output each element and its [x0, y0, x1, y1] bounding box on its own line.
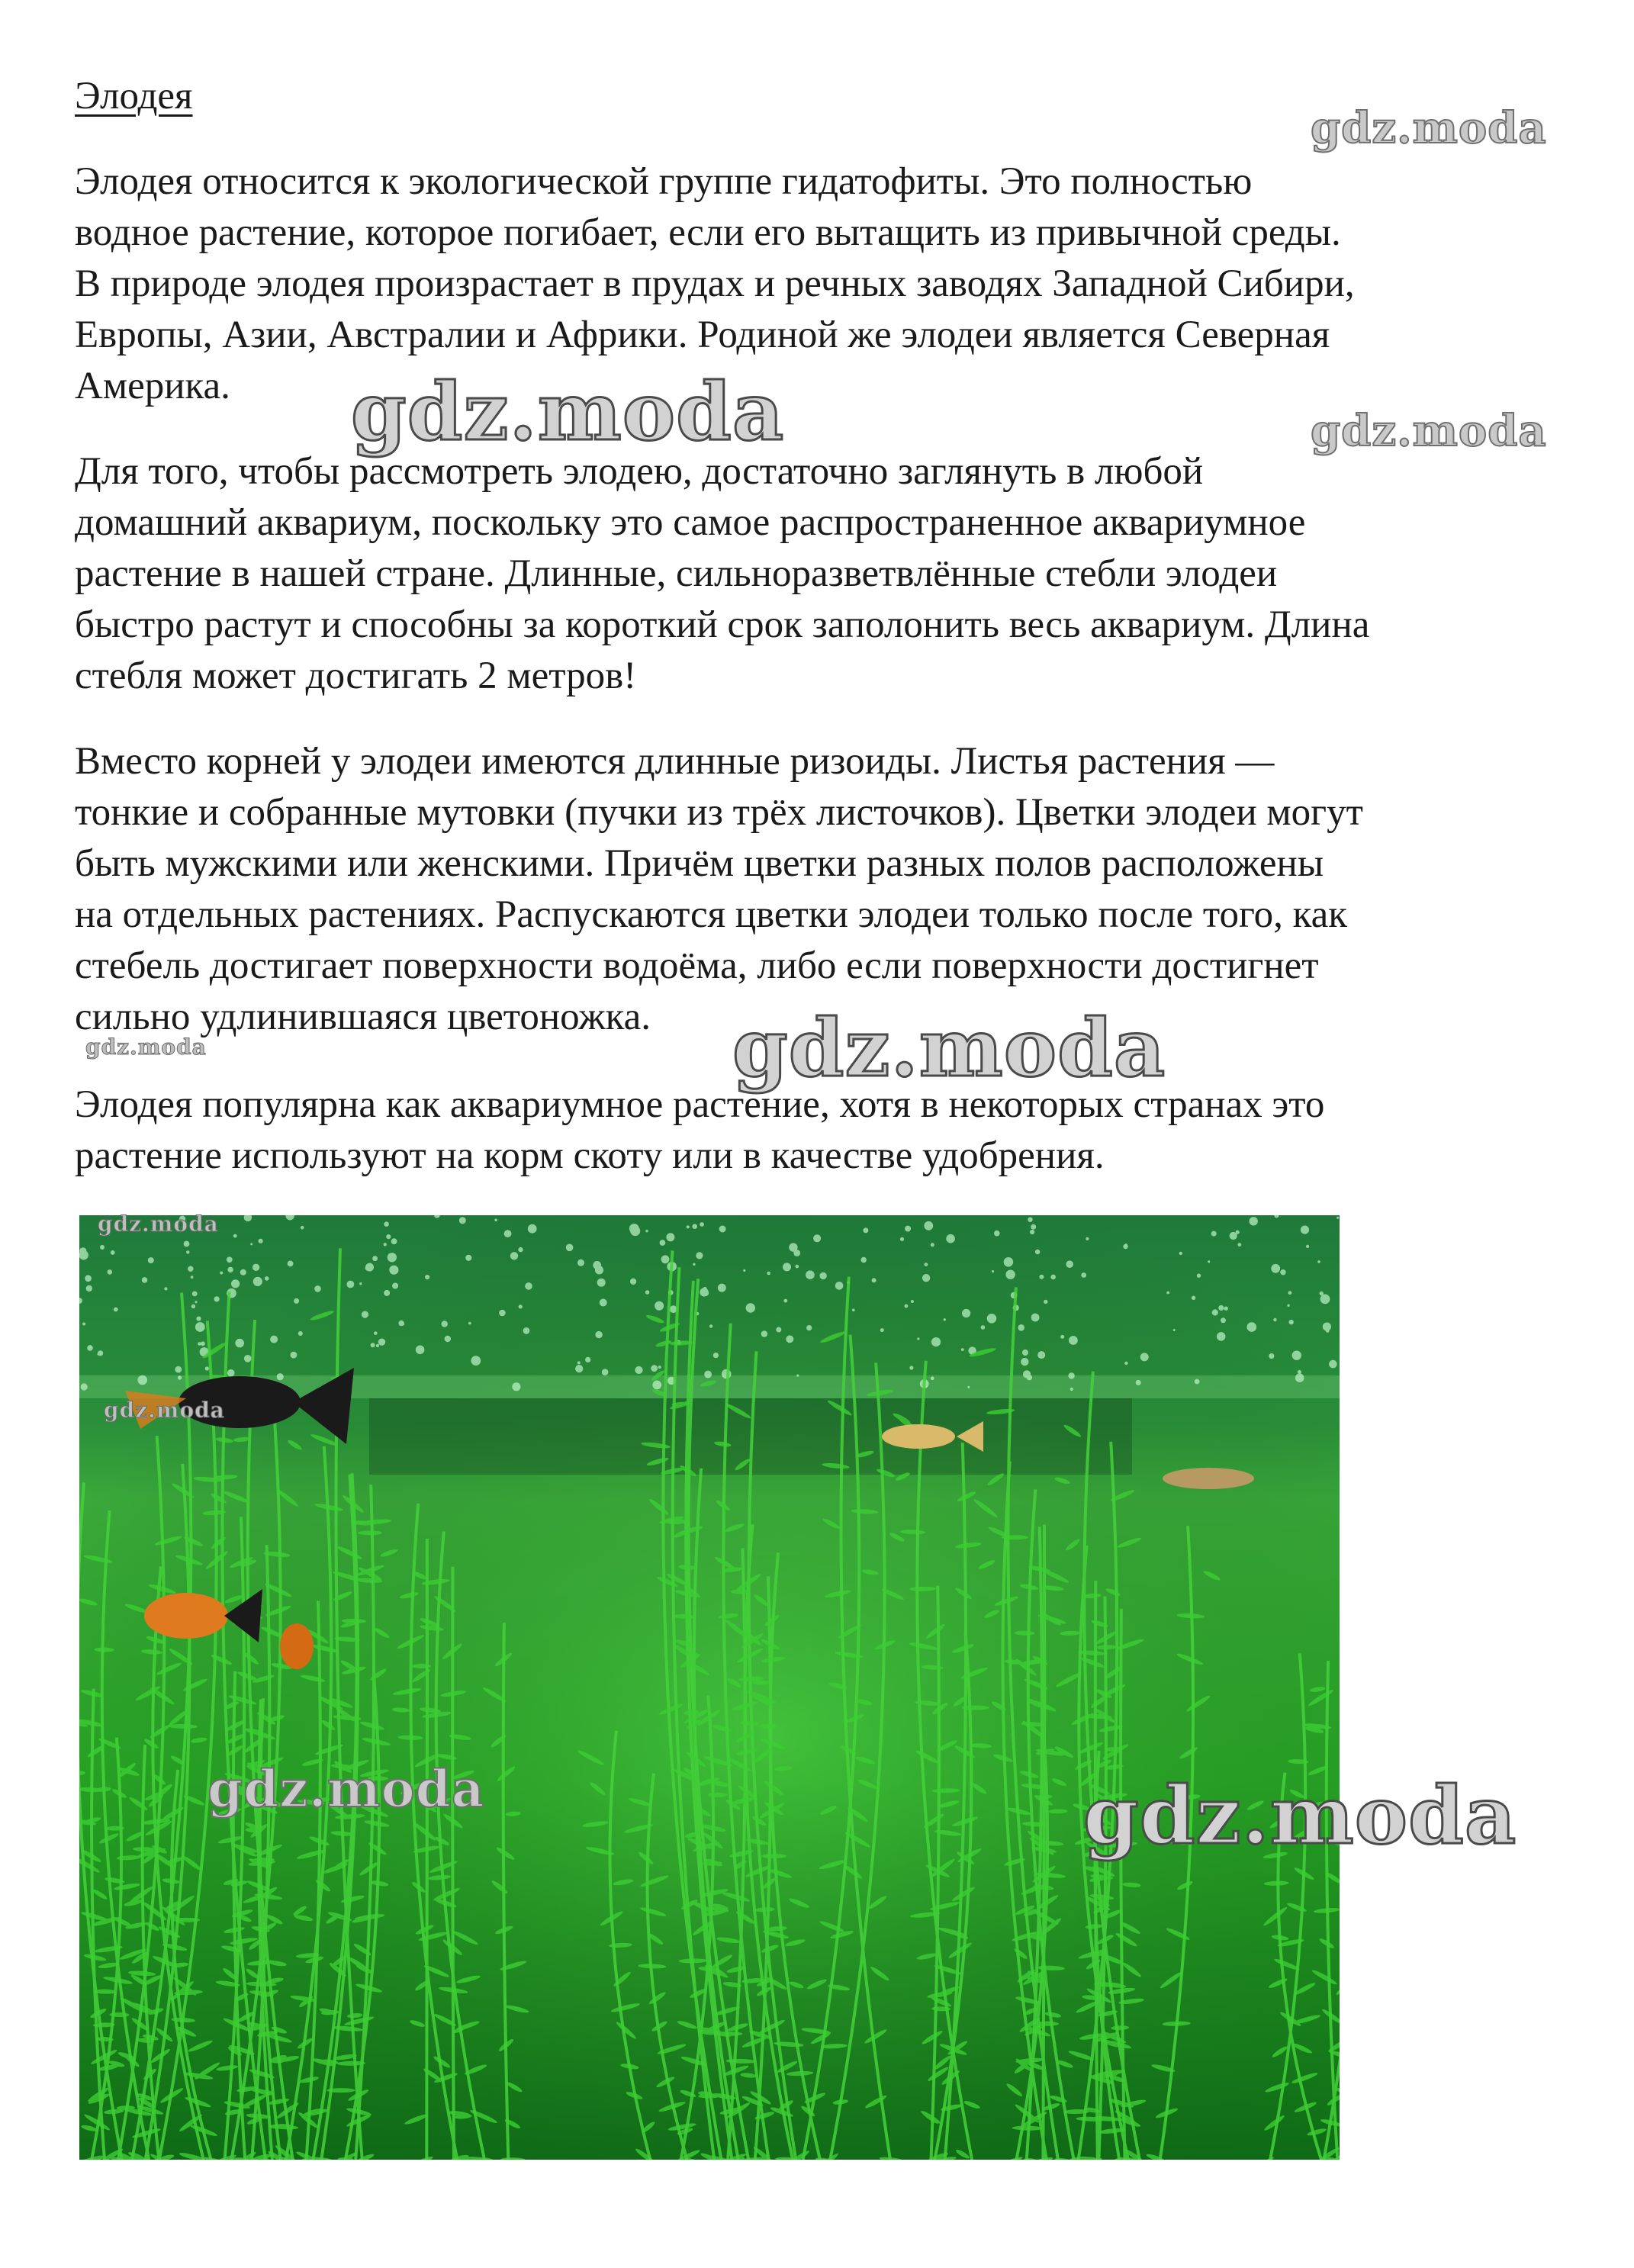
bubble: [992, 1270, 994, 1272]
bubble: [265, 1276, 269, 1281]
bubble: [314, 1285, 321, 1292]
bubble: [743, 1269, 745, 1272]
elodea-leaf: [412, 1664, 431, 1668]
bubble: [371, 1343, 375, 1347]
bubble: [863, 1227, 868, 1233]
bubble: [602, 1369, 609, 1375]
bubble: [1018, 1324, 1024, 1331]
paragraph-morphology: Вместо корней у элодеи имеются длинные ризоиды. Листья растения — тонкие и собранные мутовки (пучки из трёх листочков). Цветки элодеи могут быть мужскими или женскими. Причём цветки разных полов расположены на отдельных растениях. Распускаются цветки элодеи только после того, как стебель достигает поверхности водоёма, либо если поверхности достигнет сильно удлинившаяся цветоножка.: [75, 740, 1363, 1038]
bubble: [872, 1278, 877, 1282]
bubble: [629, 1224, 639, 1234]
bubble: [905, 1305, 909, 1308]
bubble: [566, 1244, 574, 1252]
bubble: [703, 1290, 709, 1296]
bubble: [468, 1322, 471, 1325]
bubble: [577, 1361, 581, 1364]
bubble: [392, 1283, 398, 1289]
bubble: [1050, 1275, 1056, 1280]
bubble: [372, 1256, 378, 1261]
bubble: [595, 1266, 603, 1274]
bubble: [111, 1250, 115, 1255]
bubble: [987, 1314, 997, 1324]
bubble: [931, 1243, 934, 1247]
bubble: [1030, 1230, 1034, 1234]
bubble: [1317, 1260, 1320, 1263]
bubble: [442, 1321, 448, 1327]
bubble: [347, 1281, 355, 1288]
bubble: [819, 1272, 826, 1279]
bubble: [401, 1322, 404, 1325]
bubble: [1031, 1314, 1040, 1322]
bubble: [391, 1238, 397, 1244]
bubble: [718, 1284, 726, 1292]
bubble: [1238, 1243, 1242, 1247]
bubble: [981, 1325, 986, 1330]
bubble: [108, 1269, 113, 1275]
bubble: [445, 1336, 451, 1342]
bubble: [235, 1339, 244, 1348]
bubble: [900, 1237, 904, 1241]
bubble: [655, 1301, 664, 1311]
bubble: [1221, 1317, 1226, 1323]
bubble: [585, 1357, 590, 1362]
bubble: [1306, 1245, 1309, 1248]
bubble: [388, 1253, 397, 1262]
bubble: [1124, 1362, 1127, 1365]
watermark-photo-mid: gdz.moda: [207, 1759, 485, 1819]
bubble: [137, 1375, 147, 1385]
bubble: [1069, 1336, 1078, 1345]
bubble: [687, 1225, 690, 1228]
bubble: [186, 1250, 189, 1253]
bubble: [365, 1266, 371, 1271]
bubble: [905, 1226, 911, 1232]
bubble: [1208, 1260, 1210, 1263]
bubble: [196, 1317, 201, 1321]
bubble: [184, 1241, 190, 1247]
bubble: [1320, 1295, 1330, 1305]
bubble: [201, 1341, 205, 1346]
bubble: [175, 1366, 182, 1373]
bubble: [1280, 1269, 1285, 1275]
bubble: [378, 1339, 385, 1346]
bubble: [512, 1382, 520, 1391]
paragraph-aquarium: Для того, чтобы рассмотреть элодею, достаточно заглянуть в любой домашний аквариум, поскольку это самое распространенное аквариумное растение в нашей стране. Длинные, сильноразветвлённые стебли элодеи быстро растут и способны за короткий срок заполонить весь аквариум. Длина стебля может достигать 2 метров!: [75, 450, 1370, 697]
bubble: [227, 1267, 233, 1272]
bubble: [298, 1331, 303, 1336]
elodea-leaf: [1002, 1535, 1028, 1539]
bubble: [164, 1287, 167, 1290]
bubble: [252, 1264, 259, 1271]
bubble: [1060, 1335, 1064, 1339]
bubble: [700, 1222, 704, 1227]
bubble: [471, 1356, 481, 1366]
bubble: [783, 1299, 787, 1303]
bubble: [746, 1303, 755, 1312]
bubble: [1195, 1379, 1200, 1385]
elodea-leaf: [962, 1706, 990, 1710]
bubble: [796, 1265, 799, 1269]
bubble: [925, 1263, 928, 1266]
bubble: [709, 1324, 712, 1327]
bubble: [294, 1298, 299, 1304]
bubble: [233, 1234, 237, 1238]
bubble: [1173, 1329, 1176, 1331]
bubble: [962, 1309, 970, 1317]
bubble: [191, 1276, 194, 1279]
bubble: [1081, 1272, 1086, 1278]
bubble: [1197, 1274, 1201, 1278]
bubble: [291, 1352, 298, 1359]
bubble: [374, 1331, 378, 1335]
bubble: [359, 1282, 362, 1285]
bubble: [1217, 1332, 1226, 1341]
bubble: [806, 1270, 815, 1279]
bubble: [227, 1256, 233, 1263]
bubble: [1140, 1353, 1149, 1361]
watermark-photo-large: gdz.moda: [1083, 1768, 1517, 1862]
bubble: [510, 1252, 518, 1259]
bubble: [946, 1234, 955, 1243]
bubble: [1247, 1322, 1257, 1332]
bubble: [1287, 1305, 1289, 1307]
bubble: [696, 1252, 703, 1259]
watermark-large-2: gdz.moda: [732, 1001, 1166, 1095]
bubble: [806, 1325, 812, 1330]
bubble: [270, 1336, 278, 1343]
bubble: [1021, 1358, 1028, 1366]
bubble: [1066, 1260, 1073, 1268]
bubble: [231, 1279, 240, 1288]
bubble: [1022, 1350, 1028, 1356]
bubble: [944, 1318, 946, 1321]
bubble: [994, 1231, 1000, 1237]
bubble: [178, 1375, 182, 1379]
bubble: [909, 1366, 913, 1369]
watermark-right-2: gdz.moda: [1311, 406, 1547, 456]
bubble: [1271, 1264, 1280, 1273]
bubble: [1298, 1370, 1301, 1374]
bubble: [227, 1369, 235, 1377]
bubble: [1044, 1300, 1047, 1304]
bubble: [525, 1282, 532, 1290]
bubble: [719, 1226, 726, 1233]
bubble: [1336, 1217, 1339, 1219]
bubble: [259, 1239, 263, 1243]
bubble: [660, 1240, 666, 1246]
bubble: [1273, 1318, 1276, 1321]
bubble: [79, 1250, 88, 1259]
watermark-top-right: gdz.moda: [1311, 103, 1547, 153]
bubble: [1179, 1252, 1182, 1255]
bubble: [651, 1365, 658, 1372]
bubble: [917, 1337, 919, 1340]
bubble: [693, 1263, 695, 1266]
bubble: [188, 1266, 193, 1272]
bubble: [98, 1353, 100, 1356]
bubble: [911, 1300, 914, 1303]
bubble: [1004, 1257, 1014, 1267]
bubble: [1212, 1309, 1218, 1315]
elodea-leaf: [761, 1854, 786, 1858]
bubble: [924, 1221, 933, 1231]
bubble: [1211, 1231, 1217, 1237]
bubble: [384, 1221, 389, 1227]
bubble: [786, 1335, 793, 1343]
bubble: [87, 1345, 93, 1351]
bubble: [597, 1279, 606, 1287]
bubble: [1166, 1292, 1169, 1295]
elodea-leaf: [326, 2088, 355, 2093]
bubble: [922, 1274, 930, 1282]
bubble: [575, 1365, 583, 1372]
bubble: [504, 1230, 512, 1237]
bubble: [148, 1257, 154, 1263]
bubble: [244, 1355, 252, 1362]
bubble: [1035, 1250, 1040, 1254]
bubble: [1230, 1232, 1237, 1240]
bubble: [220, 1272, 223, 1275]
bubble: [494, 1219, 497, 1222]
watermark-large-1: gdz.moda: [351, 365, 785, 458]
bubble: [577, 1259, 584, 1266]
bubble: [528, 1224, 537, 1234]
bubble: [499, 1310, 506, 1317]
bubble: [386, 1234, 391, 1239]
bubble: [796, 1375, 799, 1377]
bubble: [1031, 1224, 1036, 1230]
bubble: [1250, 1217, 1258, 1225]
bubble: [600, 1299, 607, 1307]
watermark-small-left: gdz.moda: [85, 1034, 207, 1060]
bubble: [704, 1371, 712, 1378]
bubble: [1005, 1270, 1015, 1279]
bubble: [692, 1224, 697, 1229]
bubble: [192, 1292, 198, 1297]
bubble: [1218, 1305, 1224, 1311]
bubble: [1301, 1226, 1309, 1234]
bubble: [1192, 1296, 1195, 1300]
bubble: [931, 1337, 941, 1346]
aquarium-photo: [79, 1215, 1340, 2160]
bubble: [253, 1277, 262, 1286]
bubble: [1039, 1275, 1044, 1279]
bubble: [1123, 1244, 1127, 1249]
bubble: [425, 1275, 429, 1279]
bubble: [85, 1275, 92, 1282]
bubble: [389, 1266, 398, 1275]
bubble: [301, 1226, 304, 1230]
bubble: [1289, 1320, 1294, 1324]
bubble: [376, 1344, 379, 1347]
bubble: [416, 1346, 425, 1355]
bubble: [661, 1255, 670, 1263]
bubble: [240, 1269, 246, 1276]
bubble: [384, 1290, 390, 1296]
bubble: [384, 1243, 387, 1246]
bubble: [767, 1272, 770, 1276]
bubble: [967, 1386, 970, 1388]
bubble: [1068, 1372, 1074, 1378]
bubble: [1295, 1373, 1304, 1382]
bubble: [214, 1296, 220, 1301]
bubble: [861, 1257, 867, 1263]
aquarium-photo-illustration: [79, 1215, 1340, 2160]
paragraph-ecology: Элодея относится к экологической группе гидатофиты. Это полностью водное растение, которое погибает, если его вытащить из привычной среды. В природе элодея произрастает в прудах и речных заводях Западной Сибири, Европы, Азии, Австралии и Африки. Родиной же элодеи является Северная Америка.: [75, 160, 1355, 407]
bubble: [666, 1233, 674, 1241]
bubble: [1086, 1237, 1089, 1240]
bubble: [1023, 1370, 1031, 1378]
bubble: [783, 1263, 791, 1271]
bubble: [1326, 1329, 1330, 1333]
bubble: [1224, 1307, 1228, 1311]
bubble: [114, 1308, 118, 1312]
bubble: [595, 1331, 602, 1338]
bubble: [277, 1373, 284, 1380]
bubble: [523, 1327, 530, 1334]
bubble: [961, 1348, 964, 1351]
bubble: [776, 1327, 781, 1333]
bubble: [142, 1277, 148, 1283]
bubble: [835, 1282, 844, 1290]
bubble: [761, 1330, 767, 1337]
bubble: [1070, 1388, 1073, 1391]
document-title: Элодея: [75, 75, 193, 117]
bubble: [852, 1309, 855, 1312]
bubble: [880, 1328, 884, 1332]
bubble: [635, 1366, 642, 1374]
bubble: [100, 1245, 105, 1250]
bubble: [459, 1217, 466, 1224]
bubble: [465, 1255, 471, 1261]
bubble: [1292, 1351, 1301, 1360]
bubble: [645, 1290, 650, 1295]
paragraph-usage: Элодея популярна как аквариумное растение, хотя в некоторых странах это растение используют на корм скоту или в качестве удобрения.: [75, 1083, 1325, 1177]
bubble: [518, 1247, 523, 1252]
bubble: [789, 1243, 797, 1251]
bubble: [652, 1381, 661, 1390]
bubble: [82, 1323, 85, 1326]
bubble: [519, 1305, 523, 1308]
bubble: [1037, 1351, 1045, 1359]
bubble: [1136, 1380, 1141, 1385]
bubble: [250, 1243, 252, 1245]
bubble: [645, 1230, 648, 1232]
bubble: [658, 1366, 661, 1369]
bubble: [86, 1285, 92, 1292]
bubble: [81, 1383, 88, 1390]
bubble: [931, 1376, 934, 1380]
bubble: [195, 1301, 197, 1303]
bubble: [713, 1353, 719, 1358]
bubble: [630, 1279, 636, 1285]
bubble: [1288, 1291, 1292, 1295]
bubble: [288, 1261, 294, 1267]
elodea-leaf: [708, 1793, 728, 1797]
bubble: [1329, 1360, 1337, 1369]
watermark-photo-top: gdz.moda: [98, 1211, 219, 1237]
bubble: [205, 1366, 209, 1370]
elodea-leaf: [358, 1530, 382, 1535]
bubble: [1269, 1353, 1274, 1359]
bubble: [191, 1305, 195, 1308]
bubble: [362, 1311, 368, 1318]
watermark-photo-left: gdz.moda: [104, 1398, 225, 1423]
bubble: [1028, 1218, 1032, 1222]
bubble: [813, 1234, 821, 1242]
bubble: [195, 1322, 205, 1332]
